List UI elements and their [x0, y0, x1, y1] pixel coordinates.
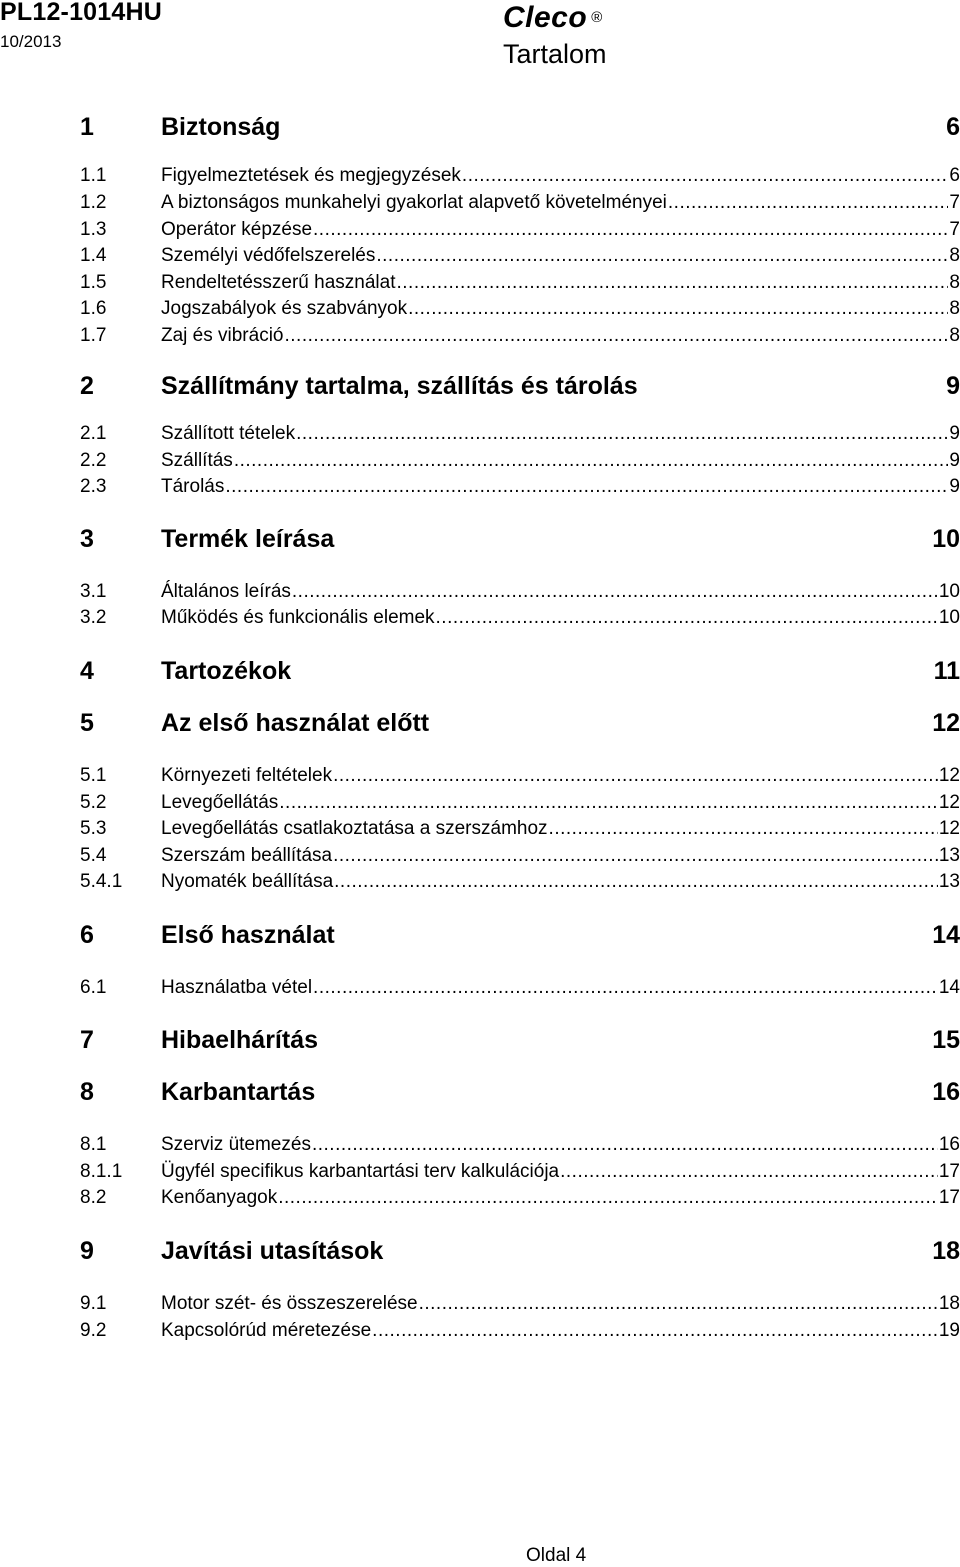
toc-number: 1.6 — [80, 298, 107, 319]
toc-page-number: 14 — [938, 977, 960, 998]
toc-page-number: 11 — [933, 657, 960, 685]
toc-page-number: 18 — [938, 1293, 960, 1314]
toc-chapter-row[interactable] — [80, 1237, 960, 1271]
toc-number: 5.3 — [80, 818, 107, 839]
toc-title: Személyi védőfelszerelés — [161, 245, 376, 266]
toc-number: 5 — [80, 709, 94, 737]
toc-title: Környezeti feltételek — [161, 765, 333, 786]
toc-chapter-row[interactable] — [80, 921, 960, 955]
toc-dot-leader — [234, 450, 949, 472]
toc-title: Levegőellátás csatlakoztatása a szerszámhoz — [161, 818, 548, 839]
toc-section-row[interactable] — [80, 325, 960, 351]
toc-title: Biztonság — [161, 113, 281, 141]
toc-number: 8.1 — [80, 1134, 107, 1155]
toc-title: Levegőellátás — [161, 792, 279, 813]
toc-title: Szállítás — [161, 450, 233, 471]
toc-section-row[interactable] — [80, 1134, 960, 1160]
toc-section-row[interactable] — [80, 245, 960, 271]
toc-dot-leader — [396, 272, 948, 294]
toc-number: 1 — [80, 113, 94, 141]
toc-section-row[interactable] — [80, 871, 960, 897]
section-title: Tartalom — [503, 39, 607, 69]
toc-section-row[interactable] — [80, 607, 960, 633]
toc-number: 3.2 — [80, 607, 107, 628]
toc-number: 1.4 — [80, 245, 107, 266]
toc-chapter-row[interactable] — [80, 1078, 960, 1112]
toc-title: Használatba vétel — [161, 977, 313, 998]
toc-title: Jogszabályok és szabványok — [161, 298, 408, 319]
toc-number: 1.7 — [80, 325, 107, 346]
toc-dot-leader — [333, 765, 938, 787]
toc-section-row[interactable] — [80, 792, 960, 818]
toc-page-number: 17 — [938, 1187, 960, 1208]
toc-dot-leader — [334, 871, 938, 893]
toc-section-row[interactable] — [80, 298, 960, 324]
toc-number: 5.2 — [80, 792, 107, 813]
toc-section-row[interactable] — [80, 272, 960, 298]
toc-section-row[interactable] — [80, 818, 960, 844]
toc-title: Első használat — [161, 921, 335, 949]
toc-page-number: 8 — [949, 272, 960, 293]
toc-section-row[interactable] — [80, 765, 960, 791]
toc-page-number: 12 — [938, 818, 960, 839]
document-code: PL12-1014HU — [0, 0, 163, 26]
toc-section-row[interactable] — [80, 192, 960, 218]
toc-number: 1.2 — [80, 192, 107, 213]
toc-dot-leader — [292, 581, 938, 603]
toc-title: A biztonságos munkahelyi gyakorlat alapvető követelményei — [161, 192, 667, 213]
toc-section-row[interactable] — [80, 423, 960, 449]
toc-page-number: 14 — [932, 921, 960, 949]
toc-section-row[interactable] — [80, 165, 960, 191]
toc-dot-leader — [462, 165, 949, 187]
toc-dot-leader — [313, 219, 948, 241]
toc-title: Termék leírása — [161, 525, 335, 553]
toc-chapter-row[interactable] — [80, 525, 960, 559]
toc-page-number: 7 — [949, 192, 960, 213]
toc-number: 3.1 — [80, 581, 107, 602]
footer-page-number: Oldal 4 — [526, 1545, 587, 1566]
toc-title: Tartozékok — [161, 657, 292, 685]
toc-title: Hibaelhárítás — [161, 1026, 319, 1054]
toc-number: 3 — [80, 525, 94, 553]
toc-section-row[interactable] — [80, 1187, 960, 1213]
toc-title: Operátor képzése — [161, 219, 313, 240]
toc-page-number: 7 — [949, 219, 960, 240]
toc-number: 6 — [80, 921, 94, 949]
toc-page-number: 8 — [949, 325, 960, 346]
brand-logo — [503, 1, 603, 35]
toc-page-number: 15 — [932, 1026, 960, 1054]
toc-number: 1.1 — [80, 165, 107, 186]
toc-number: 8.2 — [80, 1187, 107, 1208]
toc-title: Szállítmány tartalma, szállítás és tárolás — [161, 372, 638, 400]
toc-title: Szerviz ütemezés — [161, 1134, 311, 1155]
toc-number: 1.3 — [80, 219, 107, 240]
toc-number: 2.2 — [80, 450, 107, 471]
document-date: 10/2013 — [0, 32, 62, 51]
toc-section-row[interactable] — [80, 1320, 960, 1346]
toc-chapter-row[interactable] — [80, 657, 960, 691]
toc-page-number: 9 — [949, 423, 960, 444]
toc-number: 2.1 — [80, 423, 107, 444]
toc-page-number: 6 — [946, 113, 960, 141]
toc-title: Ügyfél specifikus karbantartási terv kalkulációja — [161, 1161, 560, 1182]
toc-number: 5.1 — [80, 765, 107, 786]
toc-title: Szerszám beállítása — [161, 845, 333, 866]
toc-page-number: 9 — [949, 450, 960, 471]
toc-section-row[interactable] — [80, 977, 960, 1003]
toc-page-number: 8 — [949, 298, 960, 319]
toc-number: 9 — [80, 1237, 94, 1265]
toc-number: 9.2 — [80, 1320, 107, 1341]
toc-dot-leader — [279, 792, 938, 814]
toc-page-number: 19 — [938, 1320, 960, 1341]
toc-dot-leader — [225, 476, 948, 498]
toc-dot-leader — [436, 607, 938, 629]
toc-dot-leader — [313, 977, 938, 999]
toc-page-number: 10 — [938, 581, 960, 602]
toc-number: 2.3 — [80, 476, 107, 497]
toc-page-number: 16 — [932, 1078, 960, 1106]
toc-dot-leader — [372, 1320, 938, 1342]
toc-page-number: 9 — [946, 372, 960, 400]
toc-dot-leader — [376, 245, 948, 267]
toc-section-row[interactable] — [80, 1293, 960, 1319]
toc-number: 9.1 — [80, 1293, 107, 1314]
toc-chapter-row[interactable] — [80, 113, 960, 147]
toc-number: 5.4.1 — [80, 871, 123, 892]
toc-section-row[interactable] — [80, 219, 960, 245]
toc-number: 6.1 — [80, 977, 107, 998]
toc-page-number: 12 — [938, 792, 960, 813]
toc-title: Az első használat előtt — [161, 709, 430, 737]
toc-page-number: 12 — [932, 709, 960, 737]
toc-title: Rendeltetésszerű használat — [161, 272, 396, 293]
toc-page-number: 6 — [949, 165, 960, 186]
toc-title: Tárolás — [161, 476, 225, 497]
toc-dot-leader — [333, 845, 938, 867]
toc-section-row[interactable] — [80, 581, 960, 607]
toc-page-number: 10 — [932, 525, 960, 553]
toc-title: Működés és funkcionális elemek — [161, 607, 435, 628]
toc-section-row[interactable] — [80, 450, 960, 476]
toc-dot-leader — [285, 325, 949, 347]
toc-chapter-row[interactable] — [80, 709, 960, 743]
toc-section-row[interactable] — [80, 1161, 960, 1187]
toc-title: Kapcsolórúd méretezése — [161, 1320, 372, 1341]
toc-page-number: 8 — [949, 245, 960, 266]
toc-number: 7 — [80, 1026, 94, 1054]
toc-dot-leader — [668, 192, 949, 214]
brand-name: Cleco — [503, 1, 588, 34]
toc-section-row[interactable] — [80, 845, 960, 871]
toc-title: Szállított tételek — [161, 423, 296, 444]
toc-dot-leader — [278, 1187, 938, 1209]
toc-page-number: 9 — [949, 476, 960, 497]
toc-number: 1.5 — [80, 272, 107, 293]
toc-dot-leader — [549, 818, 938, 840]
toc-page-number: 16 — [938, 1134, 960, 1155]
toc-page-number: 12 — [938, 765, 960, 786]
toc-page-number: 13 — [938, 871, 960, 892]
toc-page-number: 13 — [938, 845, 960, 866]
toc-number: 8.1.1 — [80, 1161, 123, 1182]
toc-dot-leader — [560, 1161, 938, 1183]
toc-title: Figyelmeztetések és megjegyzések — [161, 165, 461, 186]
toc-chapter-row[interactable] — [80, 1026, 960, 1060]
toc-title: Motor szét- és összeszerelése — [161, 1293, 418, 1314]
toc-title: Zaj és vibráció — [161, 325, 284, 346]
toc-dot-leader — [408, 298, 948, 320]
toc-title: Kenőanyagok — [161, 1187, 278, 1208]
toc-number: 4 — [80, 657, 94, 685]
toc-page-number: 18 — [932, 1237, 960, 1265]
toc-title: Általános leírás — [161, 581, 291, 602]
toc-title: Nyomaték beállítása — [161, 871, 334, 892]
toc-number: 2 — [80, 372, 94, 400]
toc-page-number: 10 — [938, 607, 960, 628]
toc-title: Javítási utasítások — [161, 1237, 384, 1265]
toc-title: Karbantartás — [161, 1078, 316, 1106]
registered-mark: ® — [591, 9, 603, 26]
toc-number: 5.4 — [80, 845, 107, 866]
toc-dot-leader — [312, 1134, 938, 1156]
toc-number: 8 — [80, 1078, 94, 1106]
toc-dot-leader — [296, 423, 948, 445]
toc-section-row[interactable] — [80, 476, 960, 502]
toc-chapter-row[interactable] — [80, 372, 960, 406]
toc-dot-leader — [419, 1293, 938, 1315]
toc-page-number: 17 — [938, 1161, 960, 1182]
